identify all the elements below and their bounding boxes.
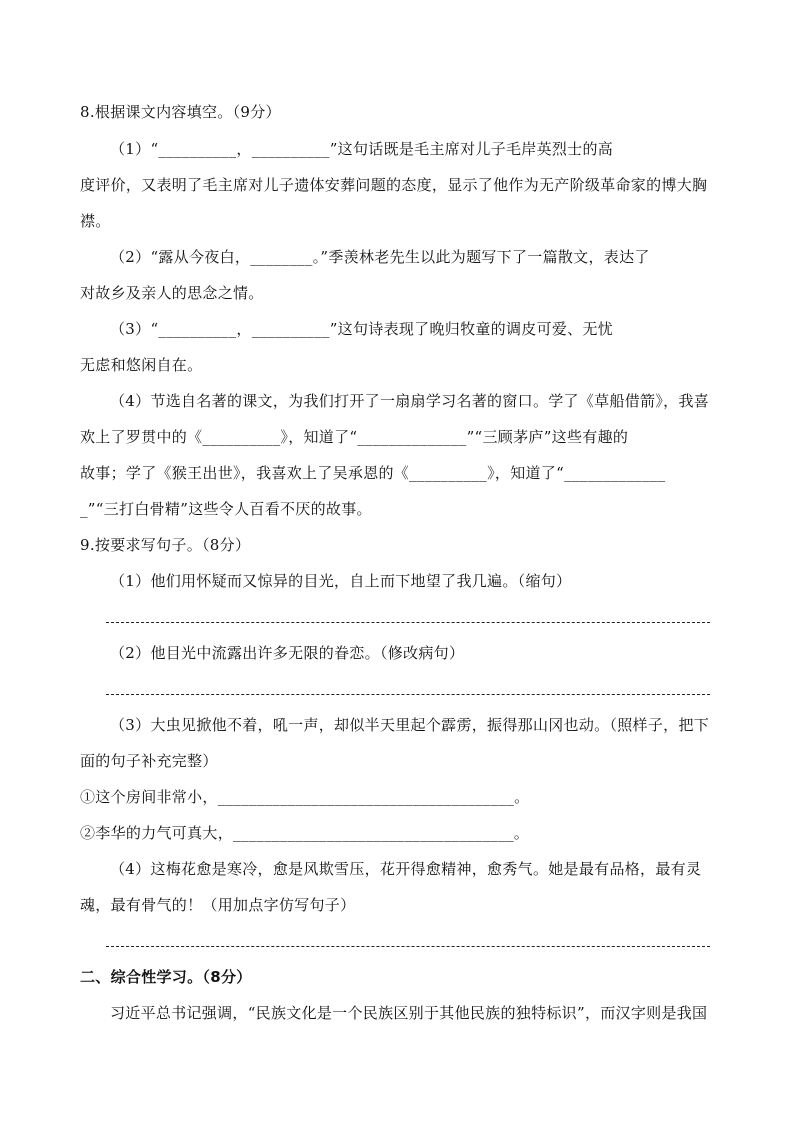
- q8-part3-line1: （3）“__________，__________”这句诗表现了晚归牧童的调皮可爱、无忧: [110, 320, 614, 338]
- answer-line-1[interactable]: [106, 622, 710, 623]
- question-9-title: 9.按要求写句子。（8分）: [80, 536, 251, 554]
- q8-part2-line1: （2）“露从今夜白，________。”季羡林老先生以此为题写下了一篇散文，表达了: [110, 248, 650, 266]
- q8-part4-line4: _”“三打白骨精”这些令人百看不厌的故事。: [80, 500, 372, 518]
- q8-part1-line1: （1）“__________，__________”这句话既是毛主席对儿子毛岸英烈士的高: [110, 140, 614, 158]
- q8-part3-line2: 无虑和悠闲自在。: [80, 356, 203, 374]
- q8-part4-line3: 故事；学了《猴王出世》，我喜欢上了吴承恩的《__________》，知道了“_____________: [80, 464, 666, 482]
- q9-sentence4-line2: 魂，最有骨气的！（用加点字仿写句子）: [80, 896, 356, 914]
- q9-sentence3-line2: 面的句子补充完整）: [80, 752, 218, 770]
- q8-part4-line2: 欢上了罗贯中的《__________》，知道了“______________”“三顾茅庐”这些有趣的: [80, 428, 629, 446]
- question-8-title: 8.根据课文内容填空。（9分）: [80, 103, 281, 121]
- answer-line-2[interactable]: [106, 694, 710, 695]
- q8-part1-line2: 度评价，又表明了毛主席对儿子遗体安葬问题的态度，显示了他作为无产阶级革命家的博大胸: [80, 176, 708, 194]
- q8-part1-line3: 襟。: [80, 212, 111, 230]
- q9-sentence1: （1）他们用怀疑而又惊异的目光，自上而下地望了我几遍。（缩句）: [110, 572, 572, 590]
- q8-part2-line2: 对故乡及亲人的思念之情。: [80, 284, 264, 302]
- q9-sentence4-line1: （4）这梅花愈是寒冷，愈是风欺雪压，花开得愈精神，愈秀气。她是最有品格，最有灵: [110, 860, 702, 878]
- q8-part4-line1: （4）节选自名著的课文，为我们打开了一扇扇学习名著的窗口。学了《草船借箭》，我喜: [110, 392, 710, 410]
- q9-sentence3-item-b: ②李华的力气可真大，____________________________________。: [80, 824, 530, 842]
- section-2-intro: 习近平总书记强调，“民族文化是一个民族区别于其他民族的独特标识”，而汉字则是我国: [110, 1004, 708, 1022]
- q9-sentence2: （2）他目光中流露出许多无限的眷恋。（修改病句）: [110, 644, 465, 662]
- answer-line-4[interactable]: [106, 946, 710, 947]
- section-2-title: 二、综合性学习。（8分）: [80, 968, 252, 986]
- q9-sentence3-line1: （3）大虫见掀他不着，吼一声，却似半天里起个霹雳，振得那山冈也动。（照样子，把下: [110, 716, 710, 734]
- q9-sentence3-item-a: ①这个房间非常小，______________________________________。: [80, 788, 530, 806]
